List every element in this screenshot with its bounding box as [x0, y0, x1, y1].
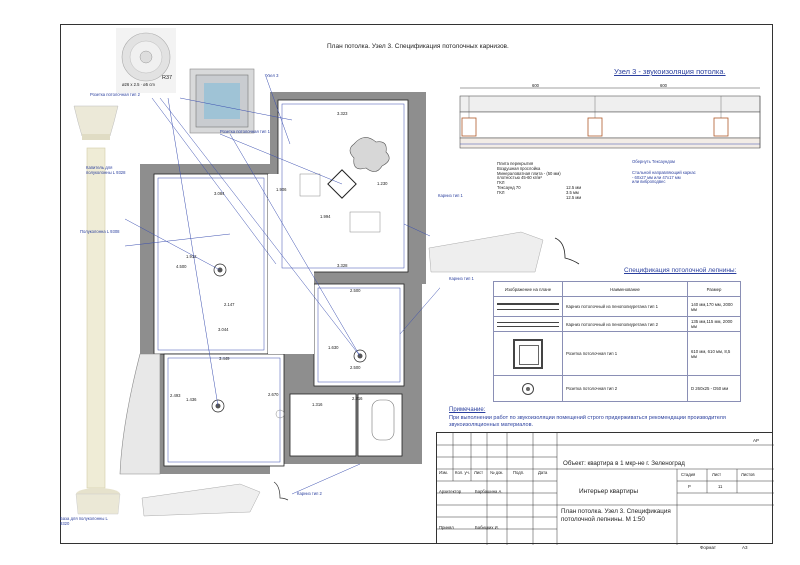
table-row [494, 376, 741, 402]
dim-label: 1.994 [320, 214, 331, 219]
row-image [494, 317, 563, 332]
dim-label: 2.500 [350, 288, 361, 293]
layer-value: 12.5 мм [566, 185, 582, 190]
stamp-drawing-title: План потолка. Узел 3. Спецификация потолочной лепнины. М 1:50 [561, 508, 671, 523]
stamp-stage-header: Стадия [681, 472, 696, 477]
stamp-name: Барбашина А. [475, 489, 503, 494]
format-value: А3 [742, 545, 748, 550]
stamp-col: Дата [538, 470, 548, 475]
floor-plan [120, 92, 426, 474]
note-heading: Примечание: [449, 407, 486, 413]
dim-label: 2.493 [170, 393, 181, 398]
dim-label: 2.670 [268, 392, 279, 397]
layer-values [566, 186, 581, 200]
stamp-section: Интерьер квартиры [579, 488, 639, 495]
stamp-col: Подп. [513, 470, 525, 475]
stamp-role: Принял [439, 525, 454, 530]
title-block [436, 432, 773, 544]
layer-value: 3.5 мм [566, 189, 579, 195]
cornice-type-1-photo [425, 228, 585, 278]
label-cornice-1: Карниз тип 1 [438, 193, 463, 198]
dim-label: 1.912 [186, 254, 197, 259]
dim-label: 600 [660, 83, 667, 88]
stamp-col: Кол. уч. [455, 470, 470, 475]
table-row [494, 332, 741, 376]
dim-label: 2.500 [350, 365, 361, 370]
column-header: Изображение на плане [494, 282, 563, 297]
dim-label: 1.630 [328, 345, 339, 350]
stamp-name: Бабицких И. [475, 525, 499, 530]
dim-label: 3.328 [337, 263, 348, 268]
row-name: Розетка потолочная тип 2 [563, 376, 688, 402]
spec-table [493, 281, 741, 402]
label-half-column: Полуколонна L 9308 [80, 229, 120, 234]
stamp-code: АР [753, 438, 760, 443]
table-row [494, 317, 741, 332]
dim-label: 3.449 [219, 356, 230, 361]
row-name: Карниз потолочный из пенополиуретана тип 1 [563, 297, 688, 317]
layer-text: Тексаунд 70 [497, 185, 521, 191]
dim-label: 3.084 [214, 191, 225, 196]
dim-label: 1.906 [276, 187, 287, 192]
node-right-notes [632, 160, 696, 185]
stamp-role: Архитектор [439, 489, 462, 494]
node-3-title: Узел 3 - звукоизоляция потолка. [614, 67, 726, 76]
layer-text: ГКЛ [497, 180, 505, 186]
row-size: 140 мм,170 мм, 2000 мм [688, 297, 741, 317]
stamp-col: № док. [490, 470, 504, 475]
dim-label: 1.230 [377, 181, 388, 186]
note-text: или виброподвес [632, 179, 666, 185]
stamp-sheet: 11 [718, 484, 723, 489]
layer-text: плотностью 45-60 кг/м³ [497, 175, 542, 181]
dim-label: 2.147 [224, 302, 235, 307]
row-image [494, 332, 563, 376]
note-text: Обернуть Тексаундом [632, 159, 675, 164]
format-label: Формат [700, 545, 716, 550]
layer-text: Минераловатная плита - (50 мм) [497, 170, 561, 176]
table-header-row [494, 282, 741, 297]
row-image [494, 297, 563, 317]
plan-svg [60, 24, 440, 544]
rosette-type-1-photo [190, 69, 254, 133]
capital-photo [74, 106, 118, 140]
row-name: Розетка потолочная тип 1 [563, 332, 688, 376]
label-column-base: База для полуколонны L 9320 [60, 516, 108, 526]
dim-label: 1.436 [186, 397, 197, 402]
row-image [494, 376, 563, 402]
layer-value: 12.5 мм [566, 194, 582, 200]
dim-label: 1.316 [312, 402, 323, 407]
rosette-dims: ø26 x 2.5 · ø5 cm [122, 82, 155, 87]
half-column-photo [87, 148, 105, 488]
stamp-col: Изм. [439, 470, 448, 475]
layer-text: Воздушная прослойка [497, 165, 541, 171]
stamp-stage: Р [688, 484, 691, 489]
label-cornice-2: Карниз тип 2 [297, 491, 322, 496]
note-text: При выполнении работ по звукоизоляции помещений строго придерживаться рекомендации производителя звукоизоляционных материалов. [449, 415, 726, 429]
table-row [494, 297, 741, 317]
stamp-object: Объект: квартира в 1 мкр-не г. Зеленоград [563, 460, 685, 467]
label-node3: Узел 3 [266, 73, 279, 78]
node-3-section [440, 82, 770, 194]
dim-label: 600 [532, 83, 539, 88]
note-text: Стальной направляющий каркас [632, 169, 696, 175]
stamp-sheet-header: Лист [712, 472, 722, 477]
rosette-code: R37 [162, 75, 173, 81]
dim-label: 3.323 [337, 111, 348, 116]
node-layers [497, 162, 561, 196]
label-capital: Капитель для полуколонны L 9328 [86, 165, 126, 175]
row-name: Карниз потолочный из пенополиуретана тип 2 [563, 317, 688, 332]
label-rosette-1: Розетка потолочная тип 1 [220, 129, 270, 134]
stamp-sheets-header: Листов [741, 472, 755, 477]
dim-label: 4.500 [176, 264, 187, 269]
layer-text: Плита перекрытия [497, 161, 534, 166]
column-header: Наименование [563, 282, 688, 297]
column-header: Размер [688, 282, 741, 297]
row-size: 135 мм,115 мм, 2000 мм [688, 317, 741, 332]
spec-title: Спецификация потолочной лепнины: [624, 267, 737, 274]
row-size: D 260х25 - D50 мм [688, 376, 741, 402]
stamp-col: Лист [474, 470, 484, 475]
dim-label: 2.216 [352, 396, 363, 401]
layer-text: ГКЛ [497, 189, 505, 195]
cornice-type-2-photo [142, 482, 288, 516]
label-rosette-2: Розетка потолочная тип 2 [90, 92, 140, 97]
label-cornice-1b: Карниз тип 1 [449, 276, 474, 281]
page-title: План потолка. Узел 3. Спецификация потолочных карнизов. [327, 43, 509, 50]
dim-label: 3.044 [218, 327, 229, 332]
note-text: - 60х27 мм или 47х17 мм [632, 174, 681, 180]
column-base-photo [76, 488, 120, 514]
row-size: 610 мм, 610 мм, 8,5 мм [688, 332, 741, 376]
